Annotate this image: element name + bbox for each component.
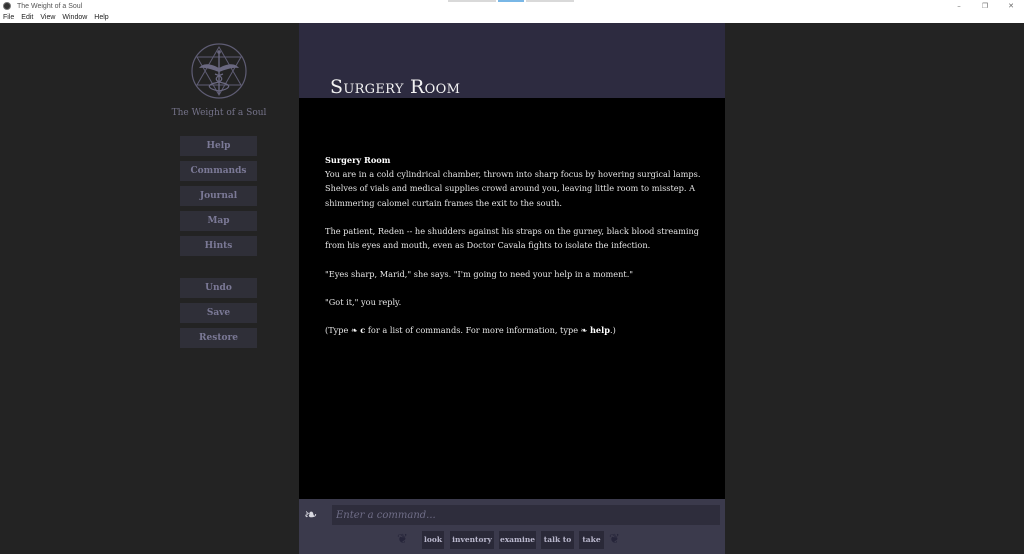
room-title: Surgery Room [330, 76, 461, 98]
prompt-leaf-icon: ❧ [580, 326, 588, 336]
inventory-button[interactable]: inventory [450, 531, 494, 549]
ornament-left-icon: ❦ [397, 532, 408, 547]
app-icon [3, 2, 11, 10]
hint-command-help[interactable]: help [589, 325, 610, 336]
restore-button[interactable]: Restore [180, 328, 257, 348]
look-button[interactable]: look [422, 531, 444, 549]
title-tabs [448, 0, 574, 2]
story-text [325, 153, 705, 353]
story-paragraph: "Eyes sharp, Marid," she says. "I'm going to need your help in a moment." [325, 268, 634, 279]
game-title: The Weight of a Soul [171, 108, 267, 118]
minimize-icon[interactable]: – [957, 2, 961, 10]
story-paragraph: You are in a cold cylindrical chamber, thrown into sharp focus by hovering surgical lamps. Shelves of vials and medical supplies crowd around you, leaving little room to misstep. A shimmering calomel curtain frames the exit to the south. [325, 169, 701, 208]
ornament-right-icon: ❦ [609, 532, 620, 547]
menu-edit[interactable]: Edit [21, 14, 34, 21]
hint-command-c[interactable]: c [360, 325, 366, 336]
menu-window[interactable]: Window [62, 14, 88, 21]
examine-button[interactable]: examine [499, 531, 536, 549]
window-controls [946, 0, 1024, 12]
hint-middle: for a list of commands. For more information, type [365, 325, 581, 336]
menu-file[interactable]: File [3, 14, 15, 21]
menu-view[interactable]: View [40, 14, 56, 21]
title-tab-left [448, 0, 496, 2]
undo-button[interactable]: Undo [180, 278, 257, 298]
prompt-leaf-icon: ❧ [350, 326, 358, 336]
help-button[interactable]: Help [180, 136, 257, 156]
story-hint [325, 323, 705, 338]
menubar [0, 12, 1024, 23]
map-button[interactable]: Map [180, 211, 257, 231]
prompt-leaf-icon: ❧ [304, 505, 318, 524]
take-button[interactable]: take [579, 531, 604, 549]
story-paragraph: The patient, Reden -- he shudders against his straps on the gurney, black blood streaming from his eyes and mouth, even as Doctor Cavala fights to isolate the infection. [325, 226, 700, 251]
window-title: The Weight of a Soul [17, 2, 83, 10]
close-icon[interactable]: ✕ [1008, 2, 1014, 10]
window-titlebar [0, 0, 1024, 12]
save-button[interactable]: Save [180, 303, 257, 323]
menu-help[interactable]: Help [94, 14, 109, 21]
commands-button[interactable]: Commands [180, 161, 257, 181]
journal-button[interactable]: Journal [180, 186, 257, 206]
hint-prefix: (Type [325, 325, 351, 336]
title-tab-right [526, 0, 574, 2]
story-heading: Surgery Room [325, 155, 391, 165]
hint-suffix: .) [609, 325, 616, 336]
caduceus-emblem-icon [190, 42, 248, 100]
hints-button[interactable]: Hints [180, 236, 257, 256]
talk-to-button[interactable]: talk to [541, 531, 574, 549]
restore-icon[interactable]: ❐ [981, 2, 989, 10]
story-paragraph: "Got it," you reply. [325, 296, 402, 307]
command-input[interactable] [332, 505, 720, 525]
title-tab-active [498, 0, 524, 2]
